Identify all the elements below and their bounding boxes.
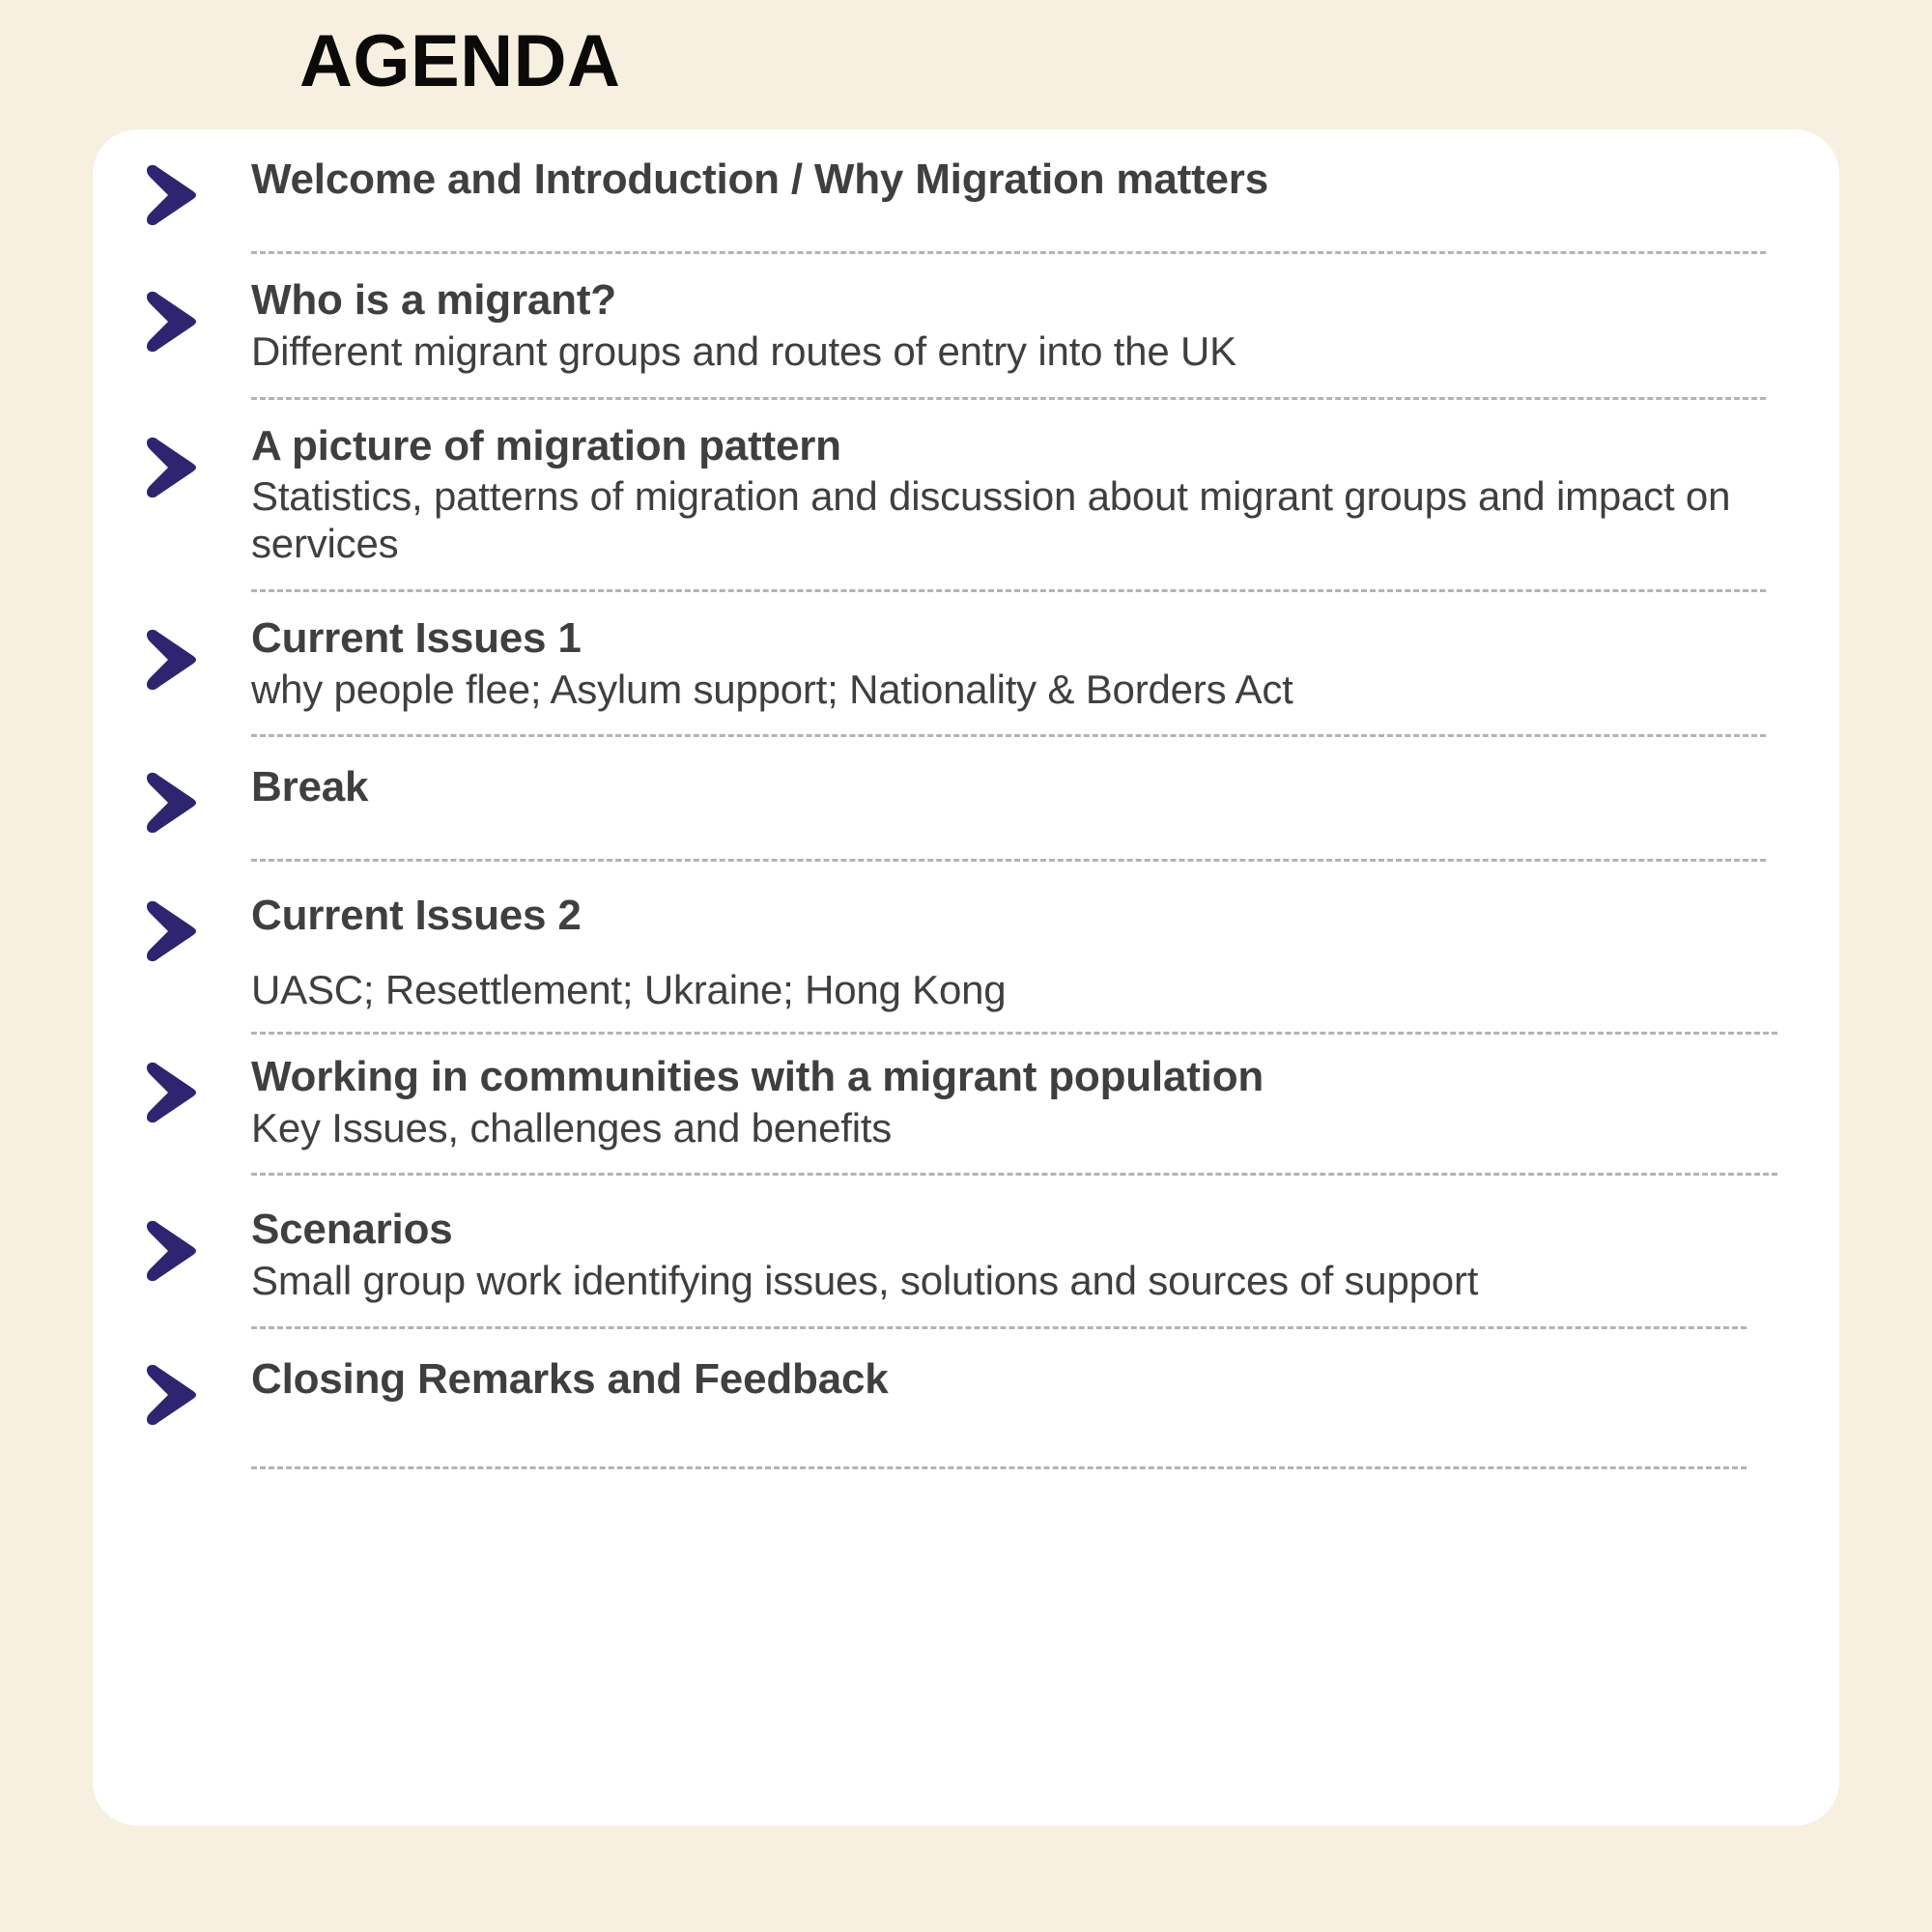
agenda-item-marker <box>139 1205 251 1282</box>
agenda-item-subtitle: Key Issues, challenges and benefits <box>251 1104 893 1151</box>
chevron-right-icon <box>139 437 199 498</box>
agenda-item[interactable] <box>93 1052 1839 1152</box>
agenda-item-body <box>251 1052 1839 1152</box>
agenda-item-body <box>251 421 1839 568</box>
chevron-right-icon <box>139 1062 199 1123</box>
agenda-item-marker <box>139 275 251 353</box>
agenda-item-subtitle: Statistics, patterns of migration and discussion about migrant groups and impact on services <box>251 473 1731 567</box>
agenda-item-body <box>251 1354 1839 1406</box>
chevron-right-icon <box>139 772 199 834</box>
agenda-item-body <box>251 762 1839 813</box>
agenda-item[interactable] <box>93 613 1839 714</box>
agenda-item-marker <box>139 421 251 498</box>
agenda-item-body <box>251 613 1839 714</box>
agenda-item-title: Who is a migrant? <box>251 276 616 324</box>
agenda-item-marker <box>139 762 251 834</box>
agenda-item-marker <box>139 891 251 962</box>
agenda-item-body <box>251 275 1839 376</box>
agenda-item-body <box>251 1205 1839 1305</box>
agenda-divider <box>251 1466 1747 1469</box>
chevron-right-icon <box>139 164 199 226</box>
agenda-item[interactable] <box>93 155 1839 226</box>
agenda-item-marker <box>139 1354 251 1426</box>
agenda-item-body <box>251 155 1839 206</box>
agenda-item[interactable] <box>93 1354 1839 1426</box>
agenda-item-title: A picture of migration pattern <box>251 421 841 469</box>
agenda-item-title: Break <box>251 763 369 811</box>
agenda-item-title: Welcome and Introduction / Why Migration matters <box>251 156 1268 203</box>
agenda-card <box>93 129 1839 1826</box>
agenda-item[interactable] <box>93 891 1839 1014</box>
page-title: AGENDA <box>299 20 621 102</box>
agenda-item-title: Working in communities with a migrant population <box>251 1052 1264 1100</box>
agenda-item-body <box>251 891 1839 1014</box>
agenda-item-subtitle: UASC; Resettlement; Ukraine; Hong Kong <box>251 967 1007 1013</box>
chevron-right-icon <box>139 629 199 691</box>
agenda-list <box>93 155 1839 1469</box>
agenda-item-title: Current Issues 1 <box>251 613 582 662</box>
agenda-item[interactable] <box>93 762 1839 834</box>
chevron-right-icon <box>139 900 199 962</box>
agenda-item-title: Current Issues 2 <box>251 892 582 940</box>
agenda-item[interactable] <box>93 1205 1839 1305</box>
agenda-item-subtitle: why people flee; Asylum support; Nationality & Borders Act <box>251 666 1293 712</box>
agenda-item-title: Closing Remarks and Feedback <box>251 1354 889 1403</box>
agenda-item-title: Scenarios <box>251 1206 453 1254</box>
chevron-right-icon <box>139 1220 199 1282</box>
agenda-item-marker <box>139 1052 251 1123</box>
chevron-right-icon <box>139 1364 199 1426</box>
agenda-item-subtitle: Different migrant groups and routes of entry into the UK <box>251 327 1236 374</box>
agenda-item[interactable] <box>93 275 1839 376</box>
chevron-right-icon <box>139 291 199 353</box>
agenda-item[interactable] <box>93 421 1839 568</box>
agenda-item-marker <box>139 613 251 691</box>
agenda-item-subtitle: Small group work identifying issues, solutions and sources of support <box>251 1258 1479 1304</box>
agenda-item-marker <box>139 155 251 226</box>
